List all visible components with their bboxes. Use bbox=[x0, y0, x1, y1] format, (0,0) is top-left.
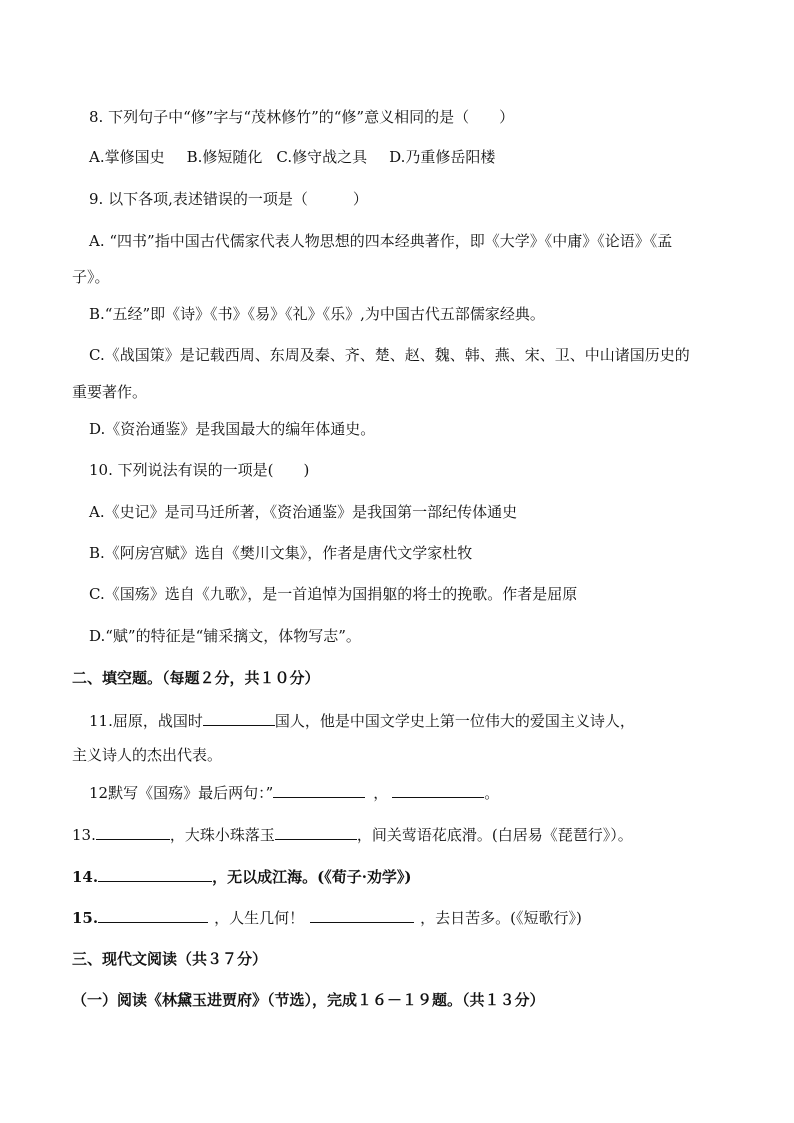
q12-prefix: 12默写《国殇》最后两句：” bbox=[89, 784, 274, 802]
q8-option-b: B.修短随化 bbox=[186, 148, 263, 166]
q15-line bbox=[72, 907, 582, 928]
q14-suffix: ，无以成江海。(《荀子·劝学》) bbox=[212, 868, 412, 886]
q8-stem: 8. 下列句子中“修”字与“茂林修竹”的“修”意义相同的是（ ） bbox=[89, 108, 515, 126]
q15-suffix: ，去日苦多。(《短歌行》) bbox=[420, 909, 582, 927]
q13-blank-2 bbox=[275, 824, 357, 840]
q13-blank-1 bbox=[96, 824, 170, 840]
q15-middle: ，人生几何！ bbox=[214, 909, 305, 927]
q11-line2: 主义诗人的杰出代表。 bbox=[72, 746, 223, 764]
section3-subsection-1: （一）阅读《林黛玉进贾府》（节选），完成１６－１９题。（共１３分） bbox=[72, 991, 545, 1009]
q10-option-d: D.“赋”的特征是“铺采摛文，体物写志”。 bbox=[89, 627, 361, 645]
q15-prefix: 15. bbox=[72, 909, 99, 927]
q13-prefix: 13. bbox=[72, 826, 96, 844]
q11-suffix: 国人，他是中国文学史上第一位伟大的爱国主义诗人， bbox=[274, 712, 635, 730]
q14-line bbox=[72, 866, 412, 887]
q9-option-c-line2: 重要著作。 bbox=[72, 383, 148, 401]
q8-option-a: A.掌修国史 bbox=[89, 148, 165, 166]
q9-option-c-line1: C.《战国策》是记载西周、东周及秦、齐、楚、赵、魏、韩、燕、宋、卫、中山诸国历史的 bbox=[89, 346, 690, 364]
q15-blank-1 bbox=[98, 907, 208, 923]
q11-blank bbox=[203, 710, 275, 726]
q12-end: 。 bbox=[484, 784, 500, 802]
section2-title: 二、填空题。（每题２分，共１０分） bbox=[72, 669, 320, 687]
q12-comma: ， bbox=[373, 784, 389, 802]
q13-line bbox=[72, 824, 633, 845]
q9-option-d: D.《资治通鉴》是我国最大的编年体通史。 bbox=[89, 420, 376, 438]
q11-prefix: 11.屈原，战国时 bbox=[89, 712, 203, 730]
q9-stem: 9. 以下各项,表述错误的一项是（ ） bbox=[89, 190, 368, 208]
q13-suffix: ，间关莺语花底滑。(白居易《琵琶行》）。 bbox=[356, 826, 633, 844]
q8-option-c: C.修守战之具 bbox=[276, 148, 368, 166]
q14-blank bbox=[98, 866, 212, 882]
q8-options bbox=[89, 147, 495, 167]
q14-prefix: 14. bbox=[72, 868, 99, 886]
q12-line bbox=[89, 782, 499, 803]
q15-blank-2 bbox=[310, 907, 414, 923]
q10-option-b: B.《阿房宫赋》选自《樊川文集》，作者是唐代文学家杜牧 bbox=[89, 544, 473, 562]
section3-title: 三、现代文阅读（共３７分） bbox=[72, 950, 268, 968]
q9-option-a-line1: A. “四书”指中国古代儒家代表人物思想的四本经典著作，即《大学》《中庸》《论语》《孟 bbox=[89, 232, 673, 250]
q12-blank-1 bbox=[273, 782, 365, 798]
q9-option-a-line2: 子》。 bbox=[72, 268, 110, 286]
q12-blank-2 bbox=[392, 782, 484, 798]
q13-middle: ，大珠小珠落玉 bbox=[169, 826, 275, 844]
q9-option-b: B.“五经”即《诗》《书》《易》《礼》《乐》,为中国古代五部儒家经典。 bbox=[89, 305, 545, 323]
q10-option-a: A.《史记》是司马迁所著，《资治通鉴》是我国第一部纪传体通史 bbox=[89, 503, 518, 521]
q10-option-c: C.《国殇》选自《九歌》，是一首追悼为国捐躯的将士的挽歌。作者是屈原 bbox=[89, 585, 578, 603]
q11-line1 bbox=[89, 710, 635, 731]
q10-stem: 10. 下列说法有误的一项是( ) bbox=[89, 461, 310, 479]
q8-option-d: D.乃重修岳阳楼 bbox=[389, 148, 496, 166]
